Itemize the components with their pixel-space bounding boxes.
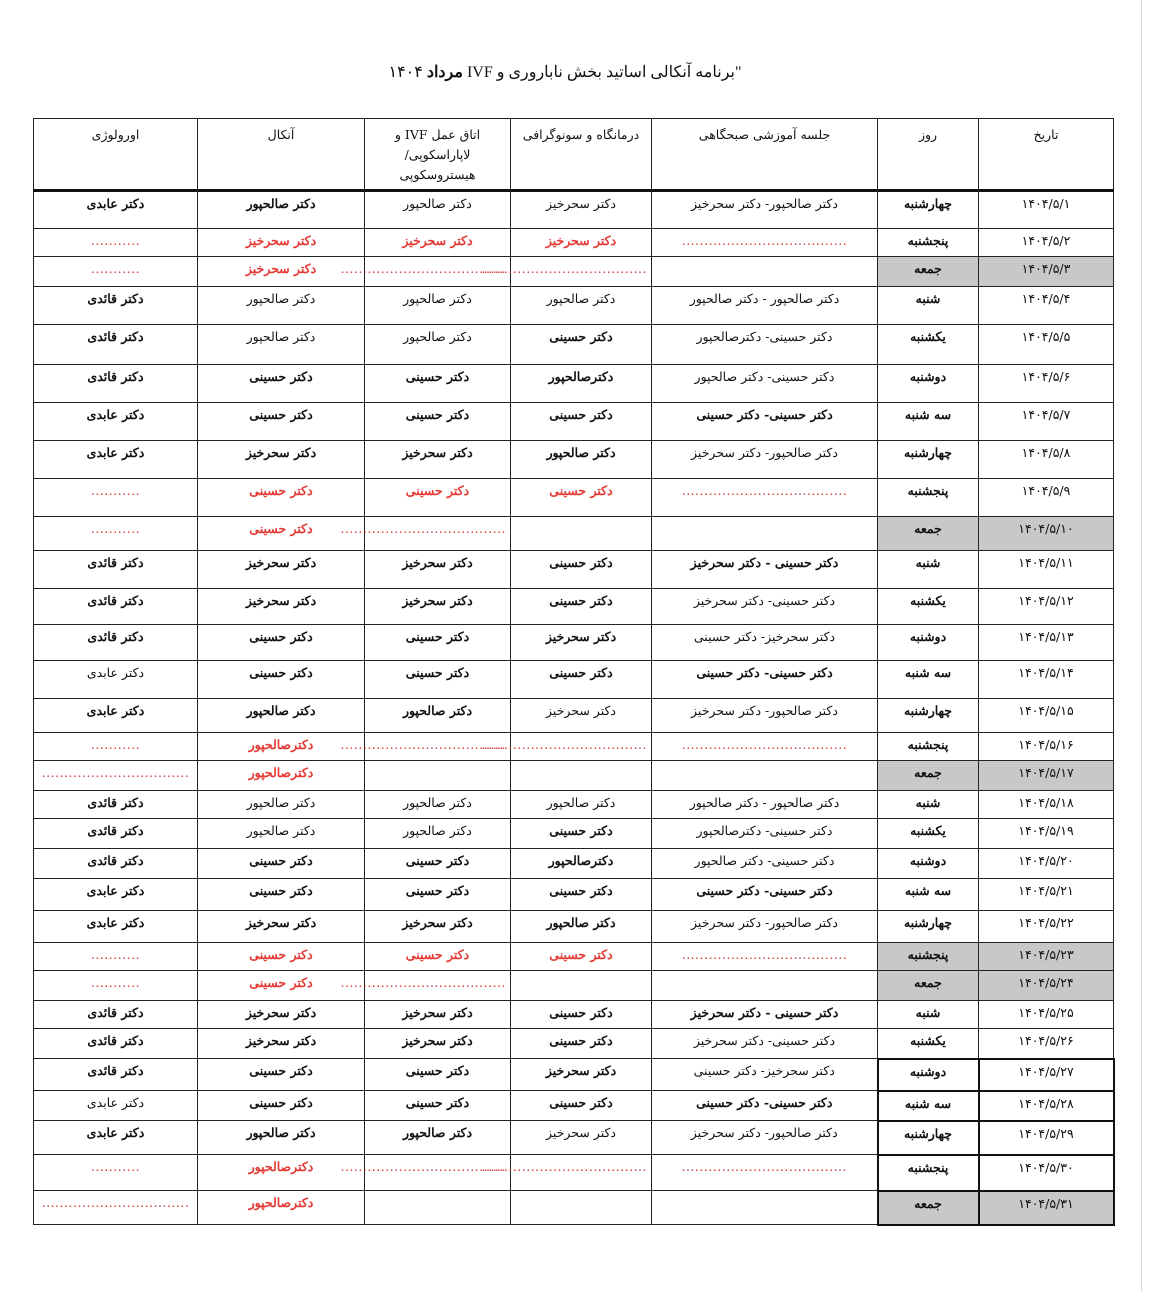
cell-oncall: دکتر حسینی [198,517,365,551]
cell-operating-room: دکتر حسینی [365,365,511,403]
cell-clinic: دکتر حسینی [511,403,652,441]
cell-oncall: دکتر حسینی [198,849,365,879]
cell-operating-room [365,761,511,791]
table-row [34,849,1114,879]
cell-day: پنجشنبه [878,479,979,517]
cell-urology: دکتر عابدی [34,1091,198,1121]
cell-morning-session: دکتر حسینی - دکتر سحرخیز [652,551,878,589]
cell-day: شنبه [878,1001,979,1029]
cell-morning-session: دکتر صالحپور - دکتر صالحپور [652,287,878,325]
cell-clinic [511,1191,652,1225]
table-row [34,1029,1114,1059]
cell-date: ۱۴۰۴/۵/۲۵ [979,1001,1114,1029]
table-row [34,229,1114,257]
cell-clinic: دکتر سحرخیز [511,191,652,229]
cell-urology: دکتر قائدی [34,551,198,589]
page-title [0,62,1130,82]
cell-oncall: دکتر صالحپور [198,791,365,819]
cell-day: چهارشنبه [878,441,979,479]
cell-day: شنبه [878,551,979,589]
cell-day: پنجشنبه [878,1155,979,1191]
table-row [34,325,1114,365]
table-row [34,819,1114,849]
cell-date: ۱۴۰۴/۵/۳ [979,257,1114,287]
cell-oncall: دکتر سحرخیز [198,229,365,257]
cell-day: جمعه [878,517,979,551]
cell-operating-room: دکتر حسینی [365,479,511,517]
cell-clinic: دکتر حسینی [511,1091,652,1121]
cell-clinic: ..................................... [511,733,652,761]
cell-oncall: دکتر سحرخیز [198,589,365,625]
cell-urology: دکتر عابدی [34,699,198,733]
cell-date: ۱۴۰۴/۵/۲۱ [979,879,1114,911]
cell-morning-session [652,1191,878,1225]
cell-operating-room: ..................................... [365,971,511,1001]
cell-oncall: دکتر صالحپور [198,819,365,849]
cell-date: ۱۴۰۴/۵/۲۴ [979,971,1114,1001]
cell-clinic: دکتر حسینی [511,1029,652,1059]
cell-date: ۱۴۰۴/۵/۱۰ [979,517,1114,551]
cell-morning-session: دکتر حسینی- دکتر حسینی [652,403,878,441]
cell-oncall: دکتر حسینی [198,479,365,517]
cell-morning-session: دکتر حسینی- دکتر حسینی [652,1091,878,1121]
cell-morning-session: دکتر صالحپور- دکتر سحرخیز [652,699,878,733]
cell-date: ۱۴۰۴/۵/۱۱ [979,551,1114,589]
cell-date: ۱۴۰۴/۵/۵ [979,325,1114,365]
table-row [34,1001,1114,1029]
cell-day: دوشنبه [878,1059,979,1091]
cell-urology: دکتر عابدی [34,191,198,229]
cell-morning-session: دکتر حسینی - دکتر سحرخیز [652,1001,878,1029]
cell-operating-room: ..................................... [365,1155,511,1191]
cell-urology: دکتر قائدی [34,1029,198,1059]
table-row [34,625,1114,661]
header-morning-session: جلسه آموزشی صبحگاهی [652,119,878,191]
table-row [34,589,1114,625]
cell-clinic [511,761,652,791]
title-year: ۱۴۰۴ [388,64,423,81]
cell-urology: دکتر عابدی [34,441,198,479]
cell-morning-session: دکتر صالحپور- دکتر سحرخیز [652,1121,878,1155]
cell-morning-session: ..................................... [652,943,878,971]
cell-morning-session: دکتر حسینی- دکتر سحرخیز [652,589,878,625]
cell-morning-session: ..................................... [652,1155,878,1191]
cell-day: سه شنبه [878,661,979,699]
cell-clinic: دکتر حسینی [511,1001,652,1029]
cell-day: پنجشنبه [878,229,979,257]
table-row [34,733,1114,761]
cell-date: ۱۴۰۴/۵/۲۳ [979,943,1114,971]
cell-clinic: دکتر صالحپور [511,441,652,479]
cell-clinic: دکتر حسینی [511,819,652,849]
cell-urology: ........... [34,257,198,287]
cell-clinic [511,971,652,1001]
cell-morning-session: دکتر حسینی- دکتر صالحپور [652,365,878,403]
cell-urology: ........... [34,229,198,257]
cell-operating-room: ..................................... [365,517,511,551]
cell-oncall: دکترصالحپور [198,733,365,761]
cell-urology: ................................. [34,1191,198,1225]
cell-morning-session: دکتر حسینی- دکتر حسینی [652,879,878,911]
cell-urology: دکتر عابدی [34,879,198,911]
header-row [34,119,1114,191]
cell-urology: ........... [34,733,198,761]
cell-clinic: دکتر سحرخیز [511,229,652,257]
title-text: "برنامه آنکالی اساتید بخش ناباروری و IVF [466,64,742,81]
cell-oncall: دکترصالحپور [198,1155,365,1191]
cell-morning-session: دکتر حسینی- دکتر صالحپور [652,849,878,879]
cell-oncall: دکتر حسینی [198,971,365,1001]
table-row [34,403,1114,441]
cell-operating-room: ..................................... [365,733,511,761]
cell-clinic: دکتر سحرخیز [511,1121,652,1155]
cell-urology: دکتر عابدی [34,661,198,699]
cell-oncall: دکتر سحرخیز [198,911,365,943]
cell-day: جمعه [878,1191,979,1225]
cell-urology: دکتر قائدی [34,325,198,365]
cell-urology: ........... [34,517,198,551]
cell-date: ۱۴۰۴/۵/۷ [979,403,1114,441]
table-row [34,1091,1114,1121]
cell-day: سه شنبه [878,1091,979,1121]
cell-date: ۱۴۰۴/۵/۸ [979,441,1114,479]
cell-oncall: دکترصالحپور [198,1191,365,1225]
cell-oncall: دکتر حسینی [198,1059,365,1091]
cell-clinic: دکتر حسینی [511,879,652,911]
schedule-table [33,118,1115,1226]
page-edge-line [1141,0,1142,1291]
cell-clinic: دکتر حسینی [511,325,652,365]
cell-urology: دکتر عابدی [34,1121,198,1155]
cell-date: ۱۴۰۴/۵/۲ [979,229,1114,257]
cell-operating-room: دکتر حسینی [365,849,511,879]
cell-urology: دکتر قائدی [34,791,198,819]
cell-date: ۱۴۰۴/۵/۲۷ [979,1059,1114,1091]
cell-operating-room: دکتر سحرخیز [365,911,511,943]
cell-date: ۱۴۰۴/۵/۴ [979,287,1114,325]
cell-clinic [511,517,652,551]
cell-operating-room: دکتر حسینی [365,625,511,661]
table-row [34,911,1114,943]
cell-day: یکشنبه [878,1029,979,1059]
table-row [34,943,1114,971]
cell-day: جمعه [878,971,979,1001]
cell-clinic: دکتر حسینی [511,661,652,699]
table-row [34,1121,1114,1155]
cell-day: دوشنبه [878,365,979,403]
table-row [34,441,1114,479]
cell-operating-room: دکتر سحرخیز [365,441,511,479]
cell-morning-session: دکتر حسینی- دکترصالحپور [652,819,878,849]
cell-clinic: دکتر حسینی [511,479,652,517]
cell-operating-room: دکتر حسینی [365,661,511,699]
cell-oncall: دکتر حسینی [198,879,365,911]
cell-day: دوشنبه [878,625,979,661]
cell-urology: دکتر قائدی [34,625,198,661]
cell-operating-room: ..................................... [365,257,511,287]
cell-oncall: دکتر حسینی [198,403,365,441]
cell-morning-session: دکتر حسینی- دکترصالحپور [652,325,878,365]
cell-morning-session [652,761,878,791]
cell-date: ۱۴۰۴/۵/۳۰ [979,1155,1114,1191]
table-row [34,365,1114,403]
cell-urology: ................................. [34,761,198,791]
cell-urology: دکتر عابدی [34,911,198,943]
cell-date: ۱۴۰۴/۵/۱ [979,191,1114,229]
cell-clinic: دکترصالحپور [511,365,652,403]
cell-operating-room: دکتر سحرخیز [365,589,511,625]
cell-urology: دکتر قائدی [34,1001,198,1029]
cell-operating-room: دکتر سحرخیز [365,551,511,589]
cell-operating-room: دکتر حسینی [365,403,511,441]
cell-clinic: ..................................... [511,257,652,287]
cell-urology: دکتر قائدی [34,365,198,403]
cell-day: یکشنبه [878,325,979,365]
cell-clinic: دکتر صالحپور [511,287,652,325]
table-row [34,191,1114,229]
cell-operating-room: دکتر صالحپور [365,699,511,733]
cell-morning-session: دکتر سحرخیز- دکتر حسینی [652,625,878,661]
cell-clinic: ..................................... [511,1155,652,1191]
cell-day: سه شنبه [878,879,979,911]
cell-date: ۱۴۰۴/۵/۱۳ [979,625,1114,661]
header-or-line2: لاپاراسکوپی/ [404,147,471,162]
cell-morning-session: دکتر صالحپور - دکتر صالحپور [652,791,878,819]
cell-date: ۱۴۰۴/۵/۱۸ [979,791,1114,819]
table-row [34,257,1114,287]
cell-operating-room: دکتر صالحپور [365,1121,511,1155]
cell-date: ۱۴۰۴/۵/۱۶ [979,733,1114,761]
cell-operating-room: دکتر صالحپور [365,325,511,365]
cell-operating-room: دکتر حسینی [365,1091,511,1121]
header-or-line1: اتاق عمل IVF و [394,127,481,142]
cell-day: چهارشنبه [878,191,979,229]
table-row [34,879,1114,911]
table-row [34,551,1114,589]
cell-operating-room: دکتر صالحپور [365,191,511,229]
cell-clinic: دکتر سحرخیز [511,625,652,661]
cell-urology: دکتر قائدی [34,849,198,879]
cell-urology: ........... [34,943,198,971]
cell-clinic: دکتر سحرخیز [511,1059,652,1091]
cell-day: پنجشنبه [878,733,979,761]
cell-oncall: دکتر صالحپور [198,699,365,733]
header-urology: اورولوژی [34,119,198,191]
cell-day: چهارشنبه [878,699,979,733]
cell-day: جمعه [878,257,979,287]
cell-clinic: دکتر حسینی [511,943,652,971]
cell-date: ۱۴۰۴/۵/۹ [979,479,1114,517]
cell-operating-room: دکتر صالحپور [365,287,511,325]
cell-day: یکشنبه [878,819,979,849]
cell-oncall: دکتر حسینی [198,661,365,699]
cell-oncall: دکتر حسینی [198,943,365,971]
cell-oncall: دکتر صالحپور [198,191,365,229]
cell-clinic: دکترصالحپور [511,849,652,879]
cell-day: شنبه [878,791,979,819]
table-row [34,761,1114,791]
cell-oncall: دکتر سحرخیز [198,257,365,287]
cell-oncall: دکتر سحرخیز [198,441,365,479]
cell-operating-room: دکتر حسینی [365,943,511,971]
cell-oncall: دکتر حسینی [198,1091,365,1121]
cell-oncall: دکتر صالحپور [198,287,365,325]
cell-date: ۱۴۰۴/۵/۱۴ [979,661,1114,699]
cell-clinic: دکتر صالحپور [511,911,652,943]
cell-date: ۱۴۰۴/۵/۶ [979,365,1114,403]
cell-clinic: دکتر صالحپور [511,791,652,819]
cell-morning-session: دکتر سحرخیز- دکتر حسینی [652,1059,878,1091]
cell-oncall: دکتر صالحپور [198,325,365,365]
cell-day: چهارشنبه [878,911,979,943]
cell-morning-session [652,257,878,287]
cell-urology: ........... [34,971,198,1001]
cell-urology: دکتر قائدی [34,1059,198,1091]
cell-operating-room: دکتر حسینی [365,1059,511,1091]
cell-morning-session: دکتر صالحپور- دکتر سحرخیز [652,441,878,479]
cell-operating-room: دکتر سحرخیز [365,1001,511,1029]
cell-operating-room: دکتر صالحپور [365,791,511,819]
table-row [34,971,1114,1001]
cell-morning-session [652,517,878,551]
cell-date: ۱۴۰۴/۵/۱۵ [979,699,1114,733]
table-row [34,699,1114,733]
cell-day: پنجشنبه [878,943,979,971]
cell-date: ۱۴۰۴/۵/۱۷ [979,761,1114,791]
title-month: مرداد [426,64,463,81]
cell-date: ۱۴۰۴/۵/۲۸ [979,1091,1114,1121]
cell-morning-session: دکتر صالحپور- دکتر سحرخیز [652,911,878,943]
cell-urology: دکتر قائدی [34,287,198,325]
cell-morning-session: دکتر حسینی- دکتر سحرخیز [652,1029,878,1059]
cell-date: ۱۴۰۴/۵/۱۲ [979,589,1114,625]
table-row [34,661,1114,699]
cell-morning-session: دکتر صالحپور- دکتر سحرخیز [652,191,878,229]
cell-morning-session: ..................................... [652,229,878,257]
cell-urology: ........... [34,1155,198,1191]
cell-urology: دکتر قائدی [34,819,198,849]
header-or-line3: هیستروسکوپی [399,167,476,182]
cell-oncall: دکتر سحرخیز [198,1029,365,1059]
header-operating-room [365,119,511,191]
header-oncall: آنکال [198,119,365,191]
cell-morning-session: ..................................... [652,479,878,517]
cell-date: ۱۴۰۴/۵/۲۲ [979,911,1114,943]
cell-clinic: دکتر سحرخیز [511,699,652,733]
table-row [34,517,1114,551]
cell-clinic: دکتر حسینی [511,589,652,625]
header-day: روز [878,119,979,191]
cell-urology: ........... [34,479,198,517]
cell-date: ۱۴۰۴/۵/۱۹ [979,819,1114,849]
table-row [34,1155,1114,1191]
cell-date: ۱۴۰۴/۵/۲۰ [979,849,1114,879]
cell-operating-room [365,1191,511,1225]
cell-oncall: دکتر حسینی [198,625,365,661]
cell-clinic: دکتر حسینی [511,551,652,589]
cell-day: جمعه [878,761,979,791]
cell-morning-session: دکتر حسینی- دکتر حسینی [652,661,878,699]
cell-day: یکشنبه [878,589,979,625]
cell-morning-session: ..................................... [652,733,878,761]
cell-date: ۱۴۰۴/۵/۲۹ [979,1121,1114,1155]
table-row [34,287,1114,325]
cell-oncall: دکتر سحرخیز [198,551,365,589]
cell-morning-session [652,971,878,1001]
cell-oncall: دکتر صالحپور [198,1121,365,1155]
cell-day: دوشنبه [878,849,979,879]
header-clinic: درمانگاه و سونوگرافی [511,119,652,191]
table-row [34,1191,1114,1225]
cell-oncall: دکتر سحرخیز [198,1001,365,1029]
cell-urology: دکتر عابدی [34,403,198,441]
cell-oncall: دکترصالحپور [198,761,365,791]
cell-day: سه شنبه [878,403,979,441]
cell-date: ۱۴۰۴/۵/۳۱ [979,1191,1114,1225]
header-date: تاریخ [979,119,1114,191]
cell-operating-room: دکتر سحرخیز [365,229,511,257]
cell-operating-room: دکتر حسینی [365,879,511,911]
cell-operating-room: دکتر صالحپور [365,819,511,849]
cell-date: ۱۴۰۴/۵/۲۶ [979,1029,1114,1059]
table-row [34,1059,1114,1091]
table-row [34,791,1114,819]
cell-day: چهارشنبه [878,1121,979,1155]
cell-day: شنبه [878,287,979,325]
table-row [34,479,1114,517]
cell-urology: دکتر قائدی [34,589,198,625]
cell-operating-room: دکتر سحرخیز [365,1029,511,1059]
cell-oncall: دکتر حسینی [198,365,365,403]
